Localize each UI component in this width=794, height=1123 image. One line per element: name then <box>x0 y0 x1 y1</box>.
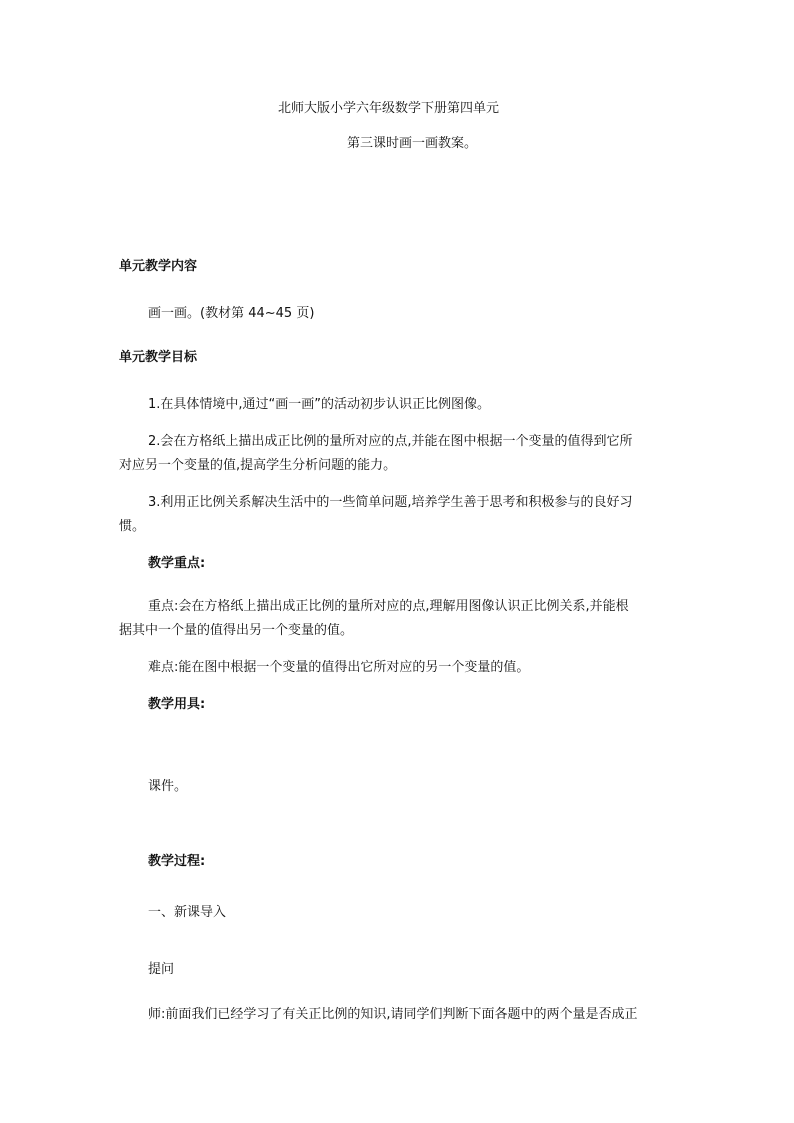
goal-item-3-line2: 惯。 <box>119 519 146 534</box>
key-point-line2: 据其中一个量的值得出另一个变量的值。 <box>119 623 354 638</box>
section-heading-process: 教学过程: <box>148 854 206 869</box>
difficulty-text: 难点:能在图中根据一个变量的值得出它所对应的另一个变量的值。 <box>148 660 530 675</box>
goal-item-2-line1: 2.会在方格纸上描出成正比例的量所对应的点,并能在图中根据一个变量的值得到它所 <box>148 434 633 449</box>
section-heading-goals: 单元教学目标 <box>119 350 198 365</box>
teacher-line: 师:前面我们已经学习了有关正比例的知识,请同学们判断下面各题中的两个量是否成正 <box>148 1007 638 1022</box>
goal-item-1: 1.在具体情境中,通过“画一画”的活动初步认识正比例图像。 <box>148 397 491 412</box>
question-label: 提问 <box>148 962 175 977</box>
process-part-1: 一、新课导入 <box>148 905 227 920</box>
content-text: 画一画。(教材第 44~45 页) <box>148 306 315 321</box>
document-subtitle: 第三课时画一画教案。 <box>347 136 478 151</box>
section-heading-content: 单元教学内容 <box>119 259 198 274</box>
section-heading-key-points: 教学重点: <box>148 556 206 571</box>
tools-text: 课件。 <box>148 779 188 794</box>
goal-item-3-line1: 3.利用正比例关系解决生活中的一些简单问题,培养学生善于思考和积极参与的良好习 <box>148 495 633 510</box>
section-heading-tools: 教学用具: <box>148 697 206 712</box>
key-point-line1: 重点:会在方格纸上描出成正比例的量所对应的点,理解用图像认识正比例关系,并能根 <box>148 599 629 614</box>
document-title: 北师大版小学六年级数学下册第四单元 <box>278 101 500 116</box>
goal-item-2-line2: 对应另一个变量的值,提高学生分析问题的能力。 <box>119 458 397 473</box>
